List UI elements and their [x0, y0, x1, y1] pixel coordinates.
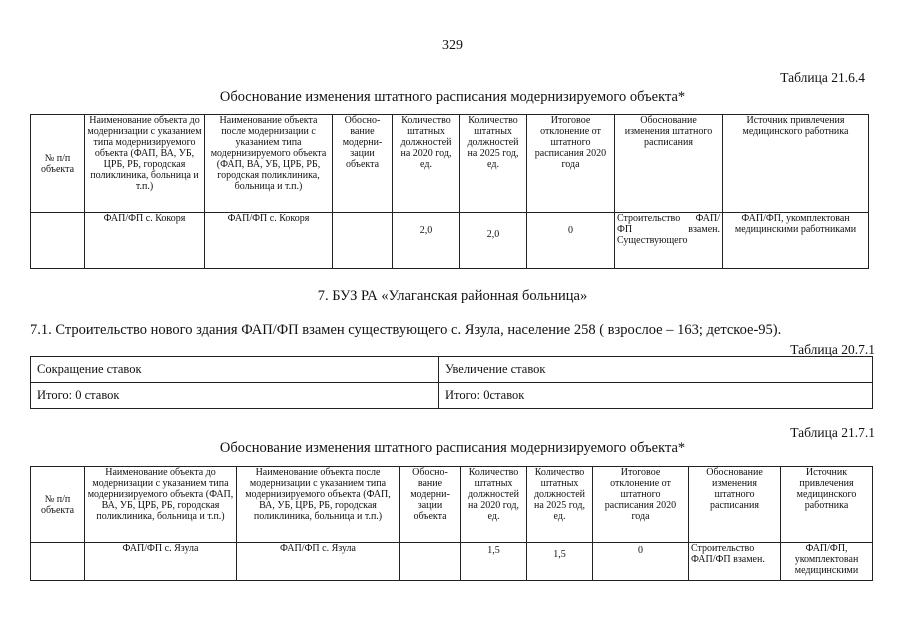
table-cell [31, 543, 85, 581]
column-header: Итоговое отклонение от штатного расписания 2020 года [593, 467, 689, 543]
table-cell: ФАП/ФП с. Язула [237, 543, 400, 581]
column-header: Наименование объекта после модернизации с указанием типа модернизируемого объекта (ФАП, ВА, УБ, ЦРБ, РБ, городская поликлиника, больница и т.п.) [205, 115, 333, 213]
reduction-header: Сокращение ставок [31, 357, 439, 383]
table-title: Обоснование изменения штатного расписания модернизируемого объекта* [219, 89, 686, 105]
header-row [31, 467, 873, 543]
column-header: Количество штатных должностей на 2025 год, ед. [527, 467, 593, 543]
table-cell: Строительство ФАП/ФП взамен. [689, 543, 781, 581]
column-header: Количество штатных должностей на 2020 год, ед. [461, 467, 527, 543]
table-cell: 0 [527, 213, 615, 269]
table-cell: ФАП/ФП с. Кокоря [85, 213, 205, 269]
table-cell [333, 213, 393, 269]
column-header: Наименование объекта до модернизации с указанием типа модернизируемого объекта (ФАП, ВА, УБ, ЦРБ, РБ, городская поликлиника, больница и т.п.) [85, 467, 237, 543]
table-row [31, 543, 873, 581]
table-cell: 2,0 [460, 213, 527, 269]
table-cell [400, 543, 461, 581]
table-row [31, 357, 873, 383]
table-cell: Строительство ФАП/ФП взамен. Существующего [615, 213, 723, 269]
table-cell: ФАП/ФП с. Кокоря [205, 213, 333, 269]
table-cell: ФАП/ФП с. Язула [85, 543, 237, 581]
header-row [31, 115, 869, 213]
column-header: Количество штатных должностей на 2020 год, ед. [393, 115, 460, 213]
staffing-justification-table [30, 114, 869, 269]
table-cell: 2,0 [393, 213, 460, 269]
table-cell: ФАП/ФП, укомплектован медицинскими работниками [723, 213, 869, 269]
table-label: Таблица 21.6.4 [780, 70, 865, 85]
table-cell: ФАП/ФП, укомплектован медицинскими [781, 543, 873, 581]
column-header: Количество штатных должностей на 2025 год, ед. [460, 115, 527, 213]
column-header: Источник привлечения медицинского работника [781, 467, 873, 543]
table-label: Таблица 20.7.1 [790, 342, 875, 357]
table-label: Таблица 21.7.1 [790, 425, 875, 440]
column-header: Наименование объекта до модернизации с указанием типа модернизируемого объекта (ФАП, ВА, УБ, ЦРБ, РБ, городская поликлиника, больница и т.п.) [85, 115, 205, 213]
paragraph: 7.1. Строительство нового здания ФАП/ФП взамен существующего с. Язула, население 258 ( взрослое – 163; детское-95). [30, 322, 782, 338]
column-header: Обосно-вание модерни-зации объекта [400, 467, 461, 543]
reduction-total: Итого: 0 ставок [31, 383, 439, 409]
staffing-justification-table [30, 466, 873, 581]
column-header: Обоснование изменения штатного расписания [615, 115, 723, 213]
increase-total: Итого: 0ставок [439, 383, 873, 409]
column-header: Обосно-вание модерни-зации объекта [333, 115, 393, 213]
column-header: Источник привлечения медицинского работника [723, 115, 869, 213]
column-header: Итоговое отклонение от штатного расписания 2020 года [527, 115, 615, 213]
increase-header: Увеличение ставок [439, 357, 873, 383]
column-header: Обоснование изменения штатного расписания [689, 467, 781, 543]
column-header: № п/п объекта [31, 115, 85, 213]
column-header: Наименование объекта после модернизации с указанием типа модернизируемого объекта (ФАП, ВА, УБ, ЦРБ, РБ, городская поликлиника, больница и т.п.) [237, 467, 400, 543]
table-cell: 0 [593, 543, 689, 581]
column-header: № п/п объекта [31, 467, 85, 543]
table-cell: 1,5 [461, 543, 527, 581]
table-cell [31, 213, 85, 269]
table-row [31, 213, 869, 269]
table-cell: 1,5 [527, 543, 593, 581]
table-title: Обоснование изменения штатного расписания модернизируемого объекта* [219, 440, 686, 456]
staff-rates-table [30, 356, 873, 409]
table-row [31, 383, 873, 409]
page-number: 329 [442, 38, 463, 53]
section-heading: 7. БУЗ РА «Улаганская районная больница» [317, 288, 588, 304]
